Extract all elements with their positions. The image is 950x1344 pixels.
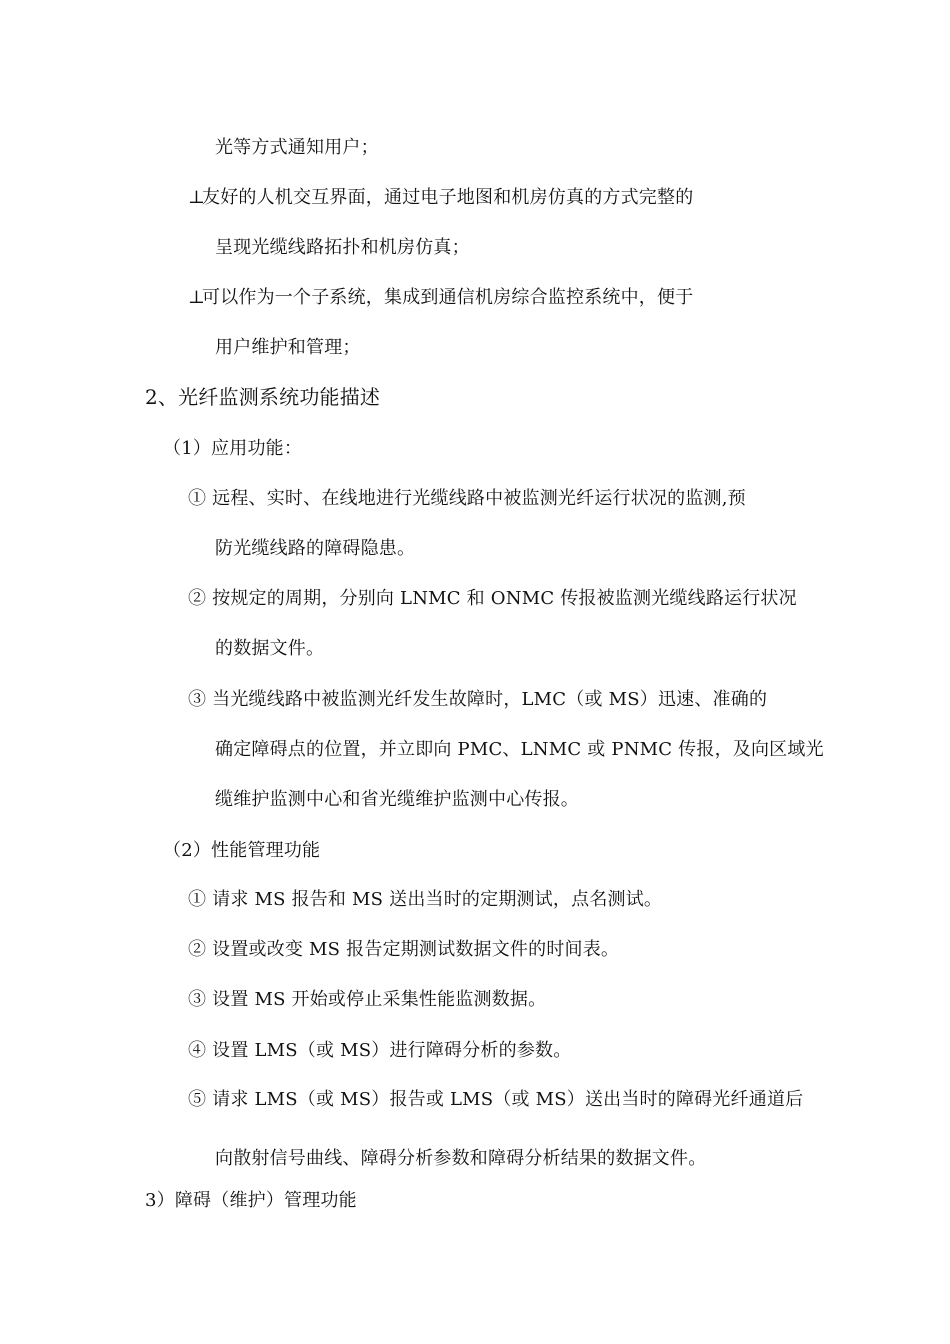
bullet-icon: ⊥ xyxy=(188,287,206,308)
text-line: 防光缆线路的障碍隐患。 xyxy=(215,538,416,559)
text-line: 用户维护和管理； xyxy=(215,337,361,358)
numbered-item: ③ 当光缆线路中被监测光纤发生故障时，LMC（或 MS）迅速、准确的 xyxy=(188,689,768,710)
text-line: 光等方式通知用户； xyxy=(215,137,379,158)
numbered-item: ⑤ 请求 LMS（或 MS）报告或 LMS（或 MS）送出当时的障碍光纤通道后 xyxy=(188,1089,804,1110)
section-heading: 2、光纤监测系统功能描述 xyxy=(145,385,381,409)
subsection-heading: （1）应用功能： xyxy=(163,438,303,459)
numbered-item: ④ 设置 LMS（或 MS）进行障碍分析的参数。 xyxy=(188,1040,572,1061)
bullet-item xyxy=(188,186,693,210)
numbered-item: ② 按规定的周期，分别向 LNMC 和 ONMC 传报被监测光缆线路运行状况 xyxy=(188,588,797,609)
text-line: 呈现光缆线路拓扑和机房仿真； xyxy=(215,237,470,258)
bullet-item xyxy=(188,286,693,310)
numbered-item: ① 远程、实时、在线地进行光缆线路中被监测光纤运行状况的监测,预 xyxy=(188,488,746,509)
subsection-heading: （2）性能管理功能 xyxy=(163,840,321,861)
text-line: 向散射信号曲线、障碍分析参数和障碍分析结果的数据文件。 xyxy=(215,1148,707,1169)
bullet-icon: ⊥ xyxy=(188,187,206,208)
text-line: 可以作为一个子系统，集成到通信机房综合监控系统中，便于 xyxy=(202,287,694,308)
subsection-heading: 3）障碍（维护）管理功能 xyxy=(145,1190,357,1211)
numbered-item: ③ 设置 MS 开始或停止采集性能监测数据。 xyxy=(188,989,547,1010)
numbered-item: ② 设置或改变 MS 报告定期测试数据文件的时间表。 xyxy=(188,939,620,960)
text-line: 缆维护监测中心和省光缆维护监测中心传报。 xyxy=(215,789,579,810)
numbered-item: ① 请求 MS 报告和 MS 送出当时的定期测试，点名测试。 xyxy=(188,889,663,910)
text-line: 友好的人机交互界面，通过电子地图和机房仿真的方式完整的 xyxy=(202,187,694,208)
text-line: 确定障碍点的位置，并立即向 PMC、LNMC 或 PNMC 传报，及向区域光 xyxy=(215,739,824,760)
text-line: 的数据文件。 xyxy=(215,638,325,659)
